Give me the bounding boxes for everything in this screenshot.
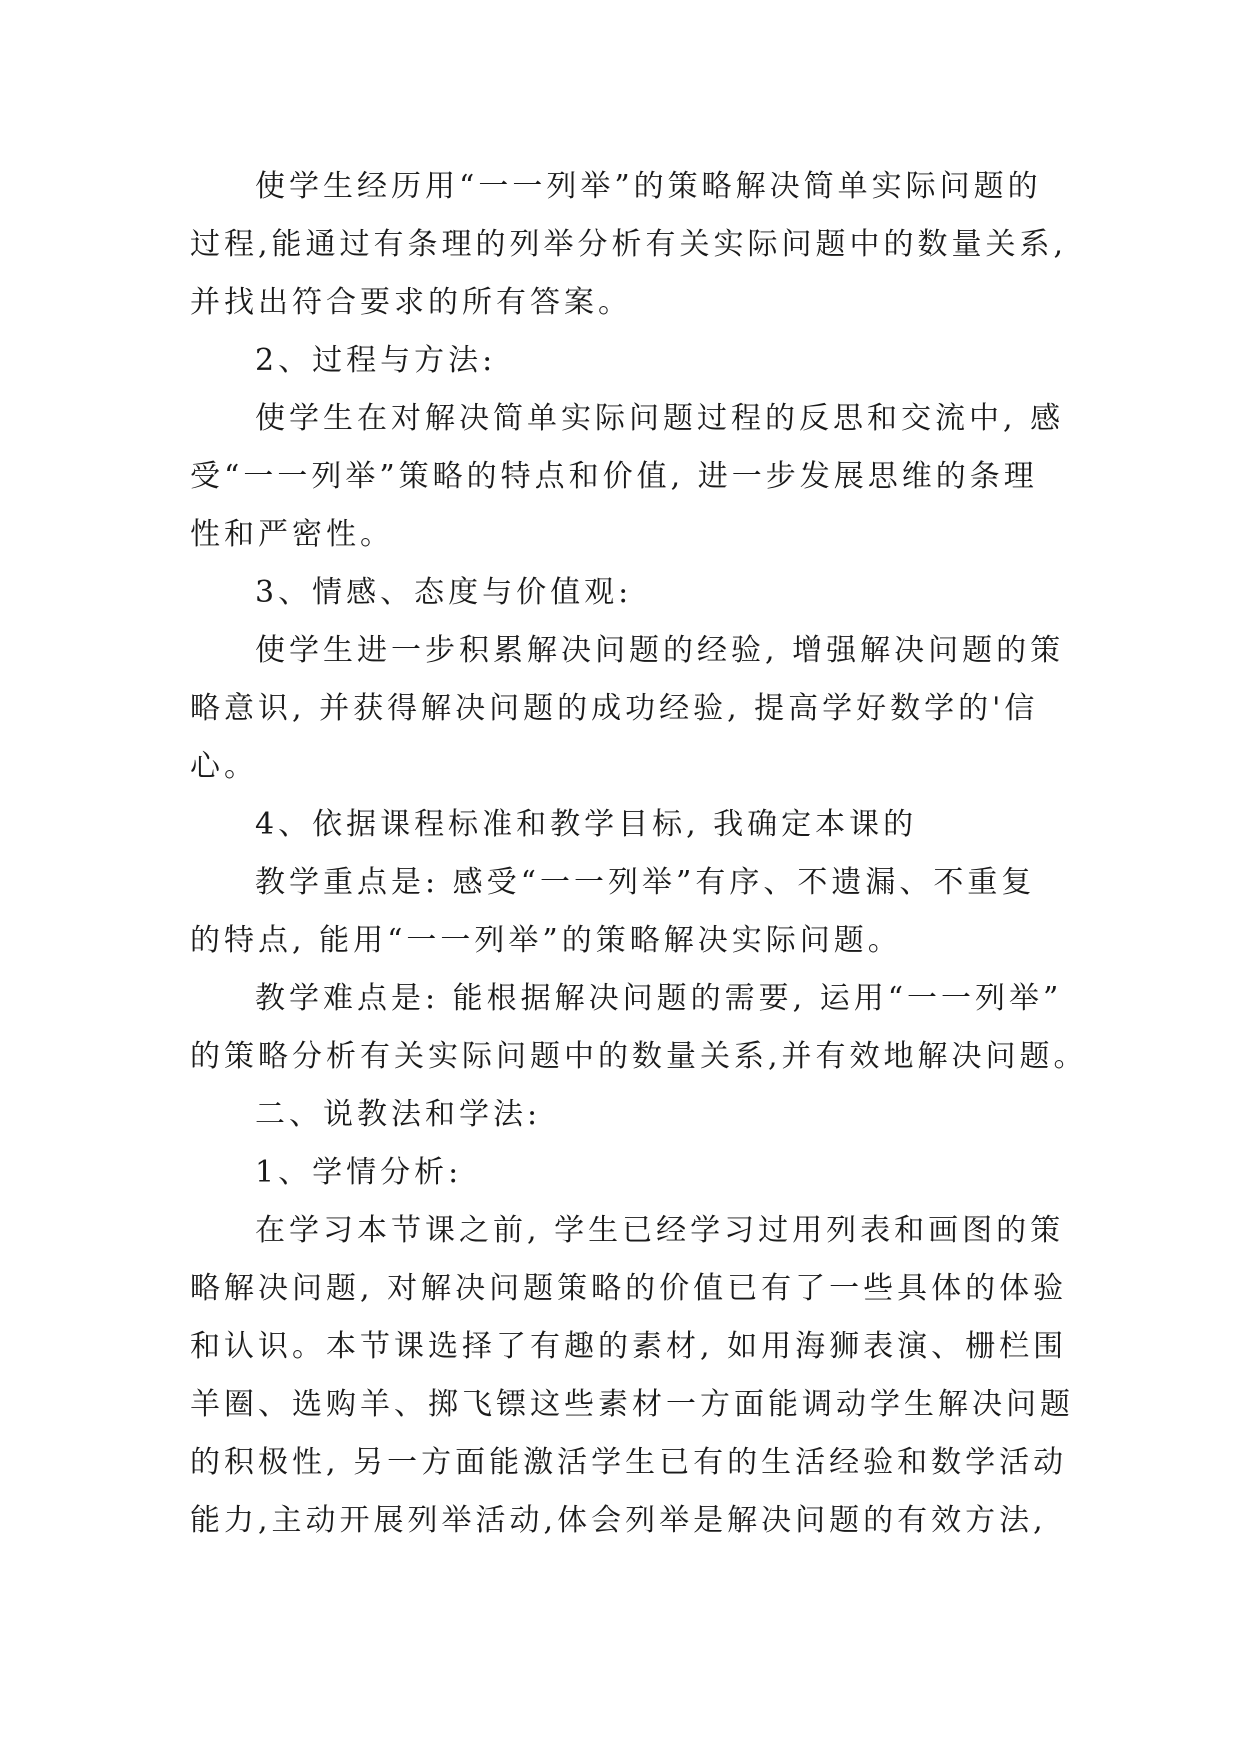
text-line: 使学生进一步积累解决问题的经验, 增强解决问题的策: [255, 633, 1065, 668]
text-line: 性和严密性。: [190, 517, 394, 552]
text-line: 教学难点是: 能根据解决问题的需要, 运用“一一列举”: [255, 981, 1063, 1016]
text-line: 和认识。本节课选择了有趣的素材, 如用海狮表演、栅栏围: [190, 1329, 1068, 1364]
text-line: 的积极性, 另一方面能激活学生已有的生活经验和数学活动: [190, 1445, 1068, 1480]
section-heading: 4、依据课程标准和教学目标, 我确定本课的: [255, 807, 918, 842]
text-line: 过程,能通过有条理的列举分析有关实际问题中的数量关系,: [190, 227, 1068, 262]
text-line: 的特点, 能用“一一列举”的策略解决实际问题。: [190, 923, 902, 958]
text-line: 的策略分析有关实际问题中的数量关系,并有效地解决问题。: [190, 1039, 1088, 1074]
text-line: 教学重点是: 感受“一一列举”有序、不遗漏、不重复: [255, 865, 1036, 900]
text-line: 使学生在对解决简单实际问题过程的反思和交流中, 感: [255, 401, 1065, 436]
text-line: 心。: [190, 749, 258, 784]
text-line: 略解决问题, 对解决问题策略的价值已有了一些具体的体验: [190, 1271, 1068, 1306]
text-line: 羊圈、选购羊、掷飞镖这些素材一方面能调动学生解决问题: [190, 1387, 1074, 1422]
text-line: 受“一一列举”策略的特点和价值, 进一步发展思维的条理: [190, 459, 1038, 494]
text-line: 能力,主动开展列举活动,体会列举是解决问题的有效方法,: [190, 1503, 1047, 1538]
section-heading: 二、说教法和学法:: [255, 1097, 542, 1132]
document-body: [190, 158, 1090, 1550]
text-line: 并找出符合要求的所有答案。: [190, 285, 632, 320]
text-line: 在学习本节课之前, 学生已经学习过用列表和画图的策: [255, 1213, 1065, 1248]
section-heading: 3、情感、态度与价值观:: [255, 575, 633, 610]
section-heading: 1、学情分析:: [255, 1155, 463, 1190]
text-line: 略意识, 并获得解决问题的成功经验, 提高学好数学的'信: [190, 691, 1039, 726]
text-line: 使学生经历用“一一列举”的策略解决简单实际问题的: [255, 169, 1042, 204]
section-heading: 2、过程与方法:: [255, 343, 497, 378]
